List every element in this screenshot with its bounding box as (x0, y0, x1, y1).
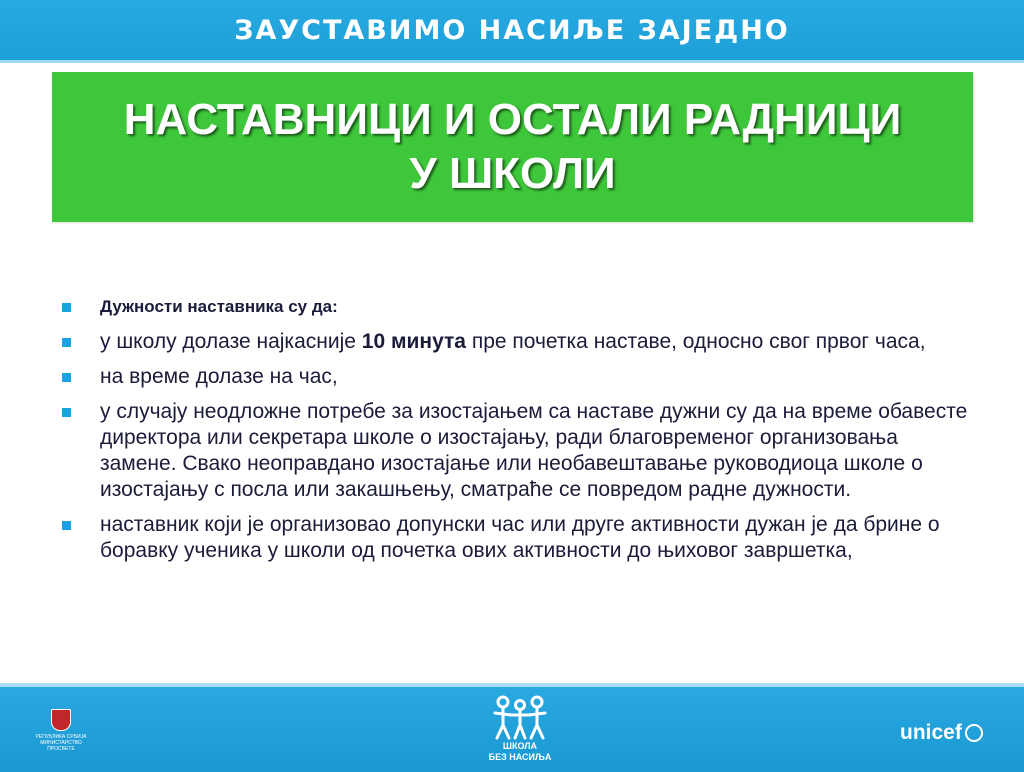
list-item-text: у случају неодложне потребе за изостајањем са наставе дужни су да на време обавесте директора или секретара школе о изостајању, ради благовременог организовања замене. Свако неоправдано изостајање или необавештавање руководиоца школе о изостајању с посла или закашњењу, сматраће се повредом радне дужности. (100, 400, 968, 501)
bullet-icon (62, 338, 71, 347)
unicef-globe-icon (965, 724, 983, 742)
list-item-text: на време долазе на час, (100, 365, 338, 388)
item-text-part: у школу долазе најкасније (100, 330, 362, 353)
bullet-icon (62, 521, 71, 530)
campaign-title: ЗАУСТАВИМО НАСИЉЕ ЗАЈЕДНО (234, 14, 790, 46)
list-item (62, 512, 972, 564)
list-item-text (100, 329, 926, 355)
school-logo-line2: БЕЗ НАСИЉА (488, 752, 552, 762)
list-item (62, 364, 972, 390)
children-figures-icon (489, 695, 551, 741)
item-text-part: пре почетка наставе, односно свог првог часа, (466, 330, 926, 353)
crest-icon (26, 709, 96, 753)
list-heading: Дужности наставника су да: (100, 297, 338, 316)
item-text-bold: 10 минута (361, 330, 466, 353)
bullet-icon (62, 303, 71, 312)
list-item (62, 329, 972, 355)
slide-title-line1: НАСТАВНИЦИ И ОСТАЛИ РАДНИЦИ (123, 95, 902, 144)
bullet-icon (62, 373, 71, 382)
school-logo-line1: ШКОЛА (502, 741, 538, 751)
slide-title-line2: У ШКОЛИ (409, 149, 616, 198)
bullet-icon (62, 408, 71, 417)
campaign-header (0, 0, 1024, 63)
list-item (62, 399, 972, 503)
slide-title-box (52, 72, 973, 222)
bullet-list (62, 294, 972, 573)
shield-icon (51, 709, 71, 731)
footer-band (0, 683, 1024, 772)
unicef-wordmark: unicef (900, 721, 962, 744)
list-item (62, 294, 972, 320)
school-logo-icon (480, 695, 560, 767)
unicef-logo (900, 721, 983, 745)
crest-caption: РЕПУБЛИКА СРБИЈА МИНИСТАРСТВО ПРОСВЕТЕ (35, 734, 87, 752)
list-item-text: наставник који је организовао допунски час или друге активности дужан је да брине о боравку ученика у школи од почетка ових активности до њиховог завршетка, (100, 513, 940, 562)
